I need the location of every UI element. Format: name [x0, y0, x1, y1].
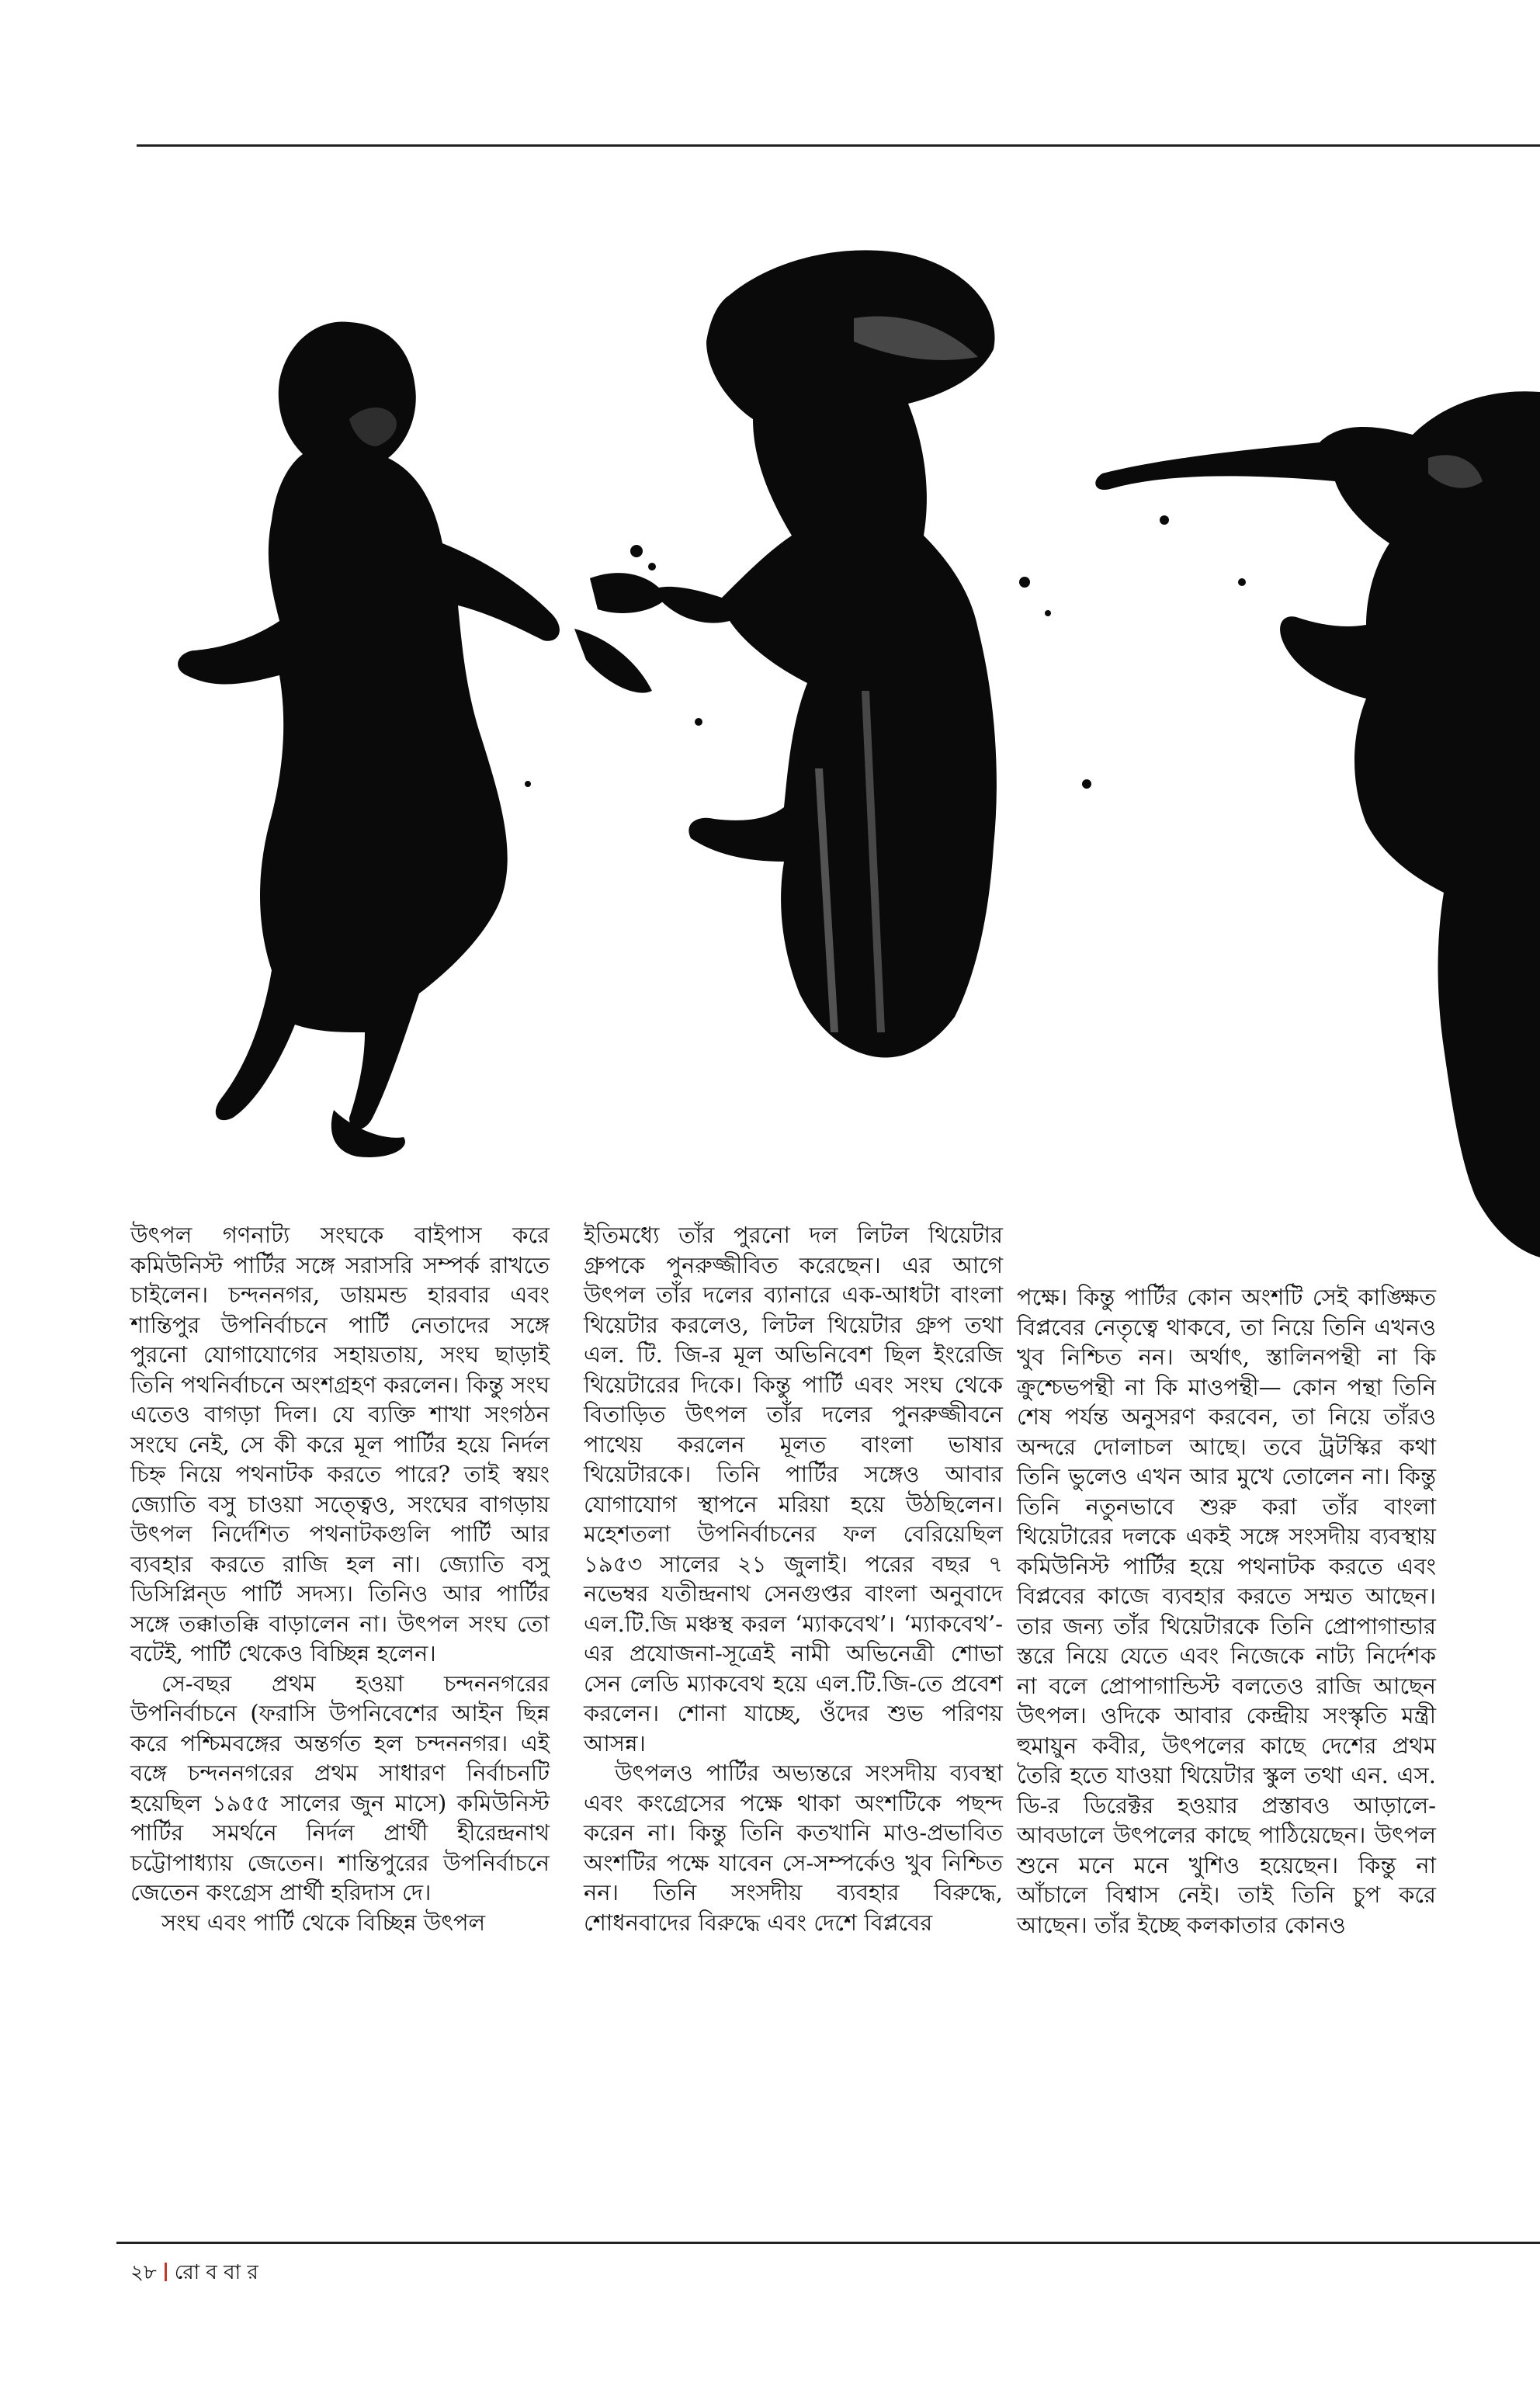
paragraph: পক্ষে। কিন্তু পার্টির কোন অংশটি সেই কাঙ্ক্ষিত বিপ্লবের নেতৃত্বে থাকবে, তা নিয়ে তিনি এখনও খুব নিশ্চিত নন। অর্থাৎ, স্তালিনপন্থী না কি ক্রুশ্চেভপন্থী না কি মাওপন্থী— কোন পন্থা তিনি শেষ পর্যন্ত অনুসরণ করবেন, তা নিয়ে তাঁরও অন্দরে দোলাচল আছে। তবে ট্রটস্কির কথা তিনি ভুলেও এখন আর মুখে তোলেন না। কিন্তু তিনি নতুনভাবে শুরু করা তাঁর বাংলা থিয়েটারের দলকে একই সঙ্গে সংসদীয় ব্যবস্থায় কমিউনিস্ট পার্টির হয়ে পথনাটক করতে এবং বিপ্লবের কাজে ব্যবহার করতে সম্মত আছেন। তার জন্য তাঁর থিয়েটারকে তিনি প্রোপাগান্ডার স্তরে নিয়ে যেতে এবং নিজেকে নাট্য নির্দেশক না বলে প্রোপাগান্ডিস্ট বলতেও রাজি আছেন উৎপল। ওদিকে আবার কেন্দ্রীয় সংস্কৃতি মন্ত্রী হুমায়ুন কবীর, উৎপলের কাছে দেশের প্রথম তৈরি হতে যাওয়া থিয়েটার স্কুল তথা এন. এস. ডি-র ডিরেক্টর হওয়ার প্রস্তাবও আড়ালে-আবডালে উৎপলের কাছে পাঠিয়েছেন। উৎপল শুনে মনে মনে খুশিও হয়েছেন। কিন্তু না আঁচালে বিশ্বাস নেই। তাই তিনি চুপ করে আছেন। তাঁর ইচ্ছে কলকাতার কোনও	[1017, 1284, 1436, 1938]
magazine-name: রো ব বা র	[174, 2261, 258, 2284]
page-footer	[130, 2260, 258, 2285]
paragraph: সে-বছর প্রথম হওয়া চন্দননগরের উপনির্বাচনে (ফরাসি উপনিবেশের আইন ছিন্ন করে পশ্চিমবঙ্গের অন্তর্গত হল চন্দননগর। এই বঙ্গে চন্দননগরের প্রথম সাধারণ নির্বাচনটি হয়েছিল ১৯৫৫ সালের জুন মাসে) কমিউনিস্ট পার্টির সমর্থনে নির্দল প্রার্থী হীরেন্দ্রনাথ চট্টোপাধ্যায় জেতেন। শান্তিপুরের উপনির্বাচনে জেতেন কংগ্রেস প্রার্থী হরিদাস দে।	[130, 1670, 550, 1906]
paragraph: উৎপল গণনাট্য সংঘকে বাইপাস করে কমিউনিস্ট পার্টির সঙ্গে সরাসরি সম্পর্ক রাখতে চাইলেন। চন্দননগর, ডায়মন্ড হারবার এবং শান্তিপুর উপনির্বাচনে পার্টি নেতাদের সঙ্গে পুরনো যোগাযোগের সহায়তায়, সংঘ ছাড়াই তিনি পথনির্বাচনে অংশগ্রহণ করলেন। কিন্তু সংঘ এতেও বাগড়া দিল। যে ব্যক্তি শাখা সংগঠন সংঘে নেই, সে কী করে মূল পার্টির হয়ে নির্দল চিহ্ন নিয়ে পথনাটক করতে পারে? তাই স্বয়ং জ্যোতি বসু চাওয়া সত্ত্বেও, সংঘের বাগড়ায় উৎপল নির্দেশিত পথনাটকগুলি পার্টি আর ব্যবহার করতে রাজি হল না। জ্যোতি বসু ডিসিপ্লিন্‌ড পার্টি সদস্য। তিনিও আর পার্টির সঙ্গে তক্কাতক্কি বাড়ালেন না। উৎপল সংঘ তো বটেই, পার্টি থেকেও বিচ্ছিন্ন হলেন।	[130, 1222, 550, 1666]
text-column-1	[130, 1220, 550, 1937]
text-column-2	[584, 1220, 1003, 1937]
folio-separator	[165, 2263, 167, 2281]
header-rule	[137, 144, 1540, 147]
middle-figure-silhouette	[652, 250, 997, 1057]
dancing-figures-illustration	[155, 225, 1540, 1265]
page-number: ২৮	[130, 2261, 157, 2284]
paragraph: উৎপলও পার্টির অভ্যন্তরে সংসদীয় ব্যবস্থা এবং কংগ্রেসের পক্ষে থাকা অংশটিকে পছন্দ করেন না। কিন্তু তিনি কতখানি মাও-প্রভাবিত অংশটির পক্ষে যাবেন সে-সম্পর্কেও খুব নিশ্চিত নন। তিনি সংসদীয় ব্যবহার বিরুদ্ধে, শোধনবাদের বিরুদ্ধে এবং দেশে বিপ্লবের	[584, 1760, 1003, 1936]
paragraph: সংঘ এবং পার্টি থেকে বিচ্ছিন্ন উৎপল	[161, 1909, 486, 1936]
paragraph: ইতিমধ্যে তাঁর পুরনো দল লিটল থিয়েটার গ্রুপকে পুনরুজ্জীবিত করেছেন। এর আগে উৎপল তাঁর দলের ব্যানারে এক-আধটা বাংলা থিয়েটার করলেও, লিটল থিয়েটার গ্রুপ তথা এল. টি. জি-র মূল অভিনিবেশ ছিল ইংরেজি থিয়েটারের দিকে। কিন্তু পার্টি এবং সংঘ থেকে বিতাড়িত উৎপল তাঁর দলের পুনরুজ্জীবনে পাথেয় করলেন মূলত বাংলা ভাষার থিয়েটারকে। তিনি পার্টির সঙ্গেও আবার যোগাযোগ স্থাপনে মরিয়া হয়ে উঠছিলেন। মহেশতলা উপনির্বাচনের ফল বেরিয়েছিল ১৯৫৩ সালের ২১ জুলাই। পরের বছর ৭ নভেম্বর যতীন্দ্রনাথ সেনগুপ্তর বাংলা অনুবাদে এল.টি.জি মঞ্চস্থ করল ‘ম্যাকবেথ’। ‘ম্যাকবেথ’-এর প্রযোজনা-সূত্রেই নামী অভিনেত্রী শোভা সেন লেডি ম্যাকবেথ হয়ে এল.টি.জি-তে প্রবেশ করলেন। শোনা যাচ্ছে, ওঁদের শুভ পরিণয় আসন্ন।	[584, 1222, 1003, 1757]
left-figure-silhouette	[178, 321, 668, 1157]
text-column-3	[1017, 1282, 1436, 1940]
footer-rule	[116, 2242, 1540, 2244]
